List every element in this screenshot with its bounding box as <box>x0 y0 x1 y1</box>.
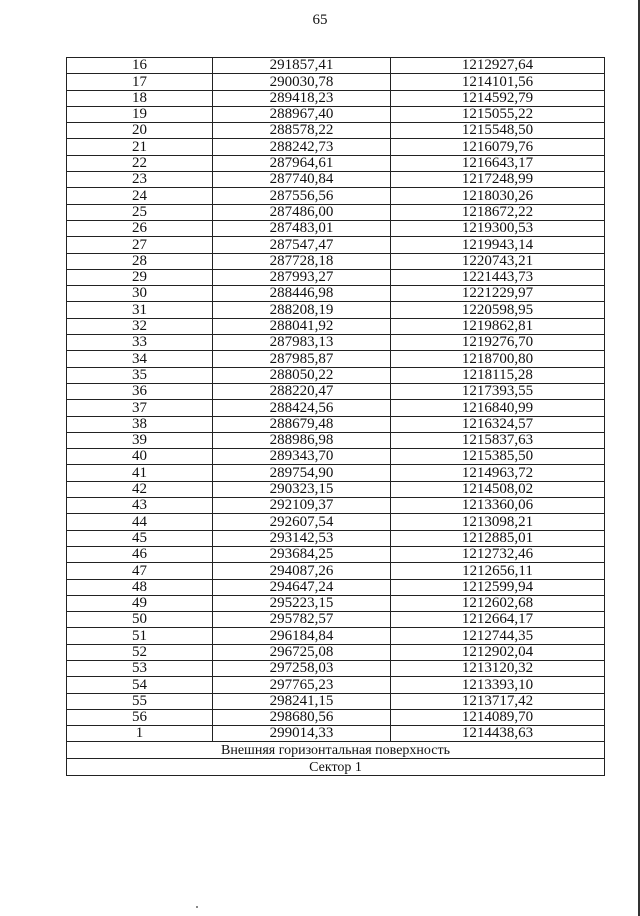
point-number-cell: 20 <box>67 123 213 139</box>
table-row <box>67 237 605 253</box>
table-row <box>67 318 605 334</box>
table-row <box>67 449 605 465</box>
point-number-cell: 19 <box>67 106 213 122</box>
table-row <box>67 498 605 514</box>
scan-speck <box>196 906 198 908</box>
y-coordinate-cell: 1213717,42 <box>391 693 605 709</box>
y-coordinate-cell: 1214438,63 <box>391 726 605 742</box>
table-row <box>67 628 605 644</box>
table-row <box>67 416 605 432</box>
point-number-cell: 28 <box>67 253 213 269</box>
table-row <box>67 139 605 155</box>
point-number-cell: 34 <box>67 351 213 367</box>
x-coordinate-cell: 287983,13 <box>213 335 391 351</box>
point-number-cell: 54 <box>67 677 213 693</box>
table-row <box>67 367 605 383</box>
x-coordinate-cell: 295223,15 <box>213 595 391 611</box>
x-coordinate-cell: 298680,56 <box>213 709 391 725</box>
table-row <box>67 595 605 611</box>
table-row <box>67 123 605 139</box>
coordinates-table <box>66 57 605 776</box>
point-number-cell: 26 <box>67 220 213 236</box>
point-number-cell: 33 <box>67 335 213 351</box>
y-coordinate-cell: 1215548,50 <box>391 123 605 139</box>
x-coordinate-cell: 292607,54 <box>213 514 391 530</box>
x-coordinate-cell: 287483,01 <box>213 220 391 236</box>
y-coordinate-cell: 1216840,99 <box>391 400 605 416</box>
table-row <box>67 90 605 106</box>
y-coordinate-cell: 1215055,22 <box>391 106 605 122</box>
table-row <box>67 204 605 220</box>
point-number-cell: 36 <box>67 383 213 399</box>
point-number-cell: 31 <box>67 302 213 318</box>
y-coordinate-cell: 1214508,02 <box>391 481 605 497</box>
table-row <box>67 644 605 660</box>
table-row <box>67 269 605 285</box>
x-coordinate-cell: 289418,23 <box>213 90 391 106</box>
y-coordinate-cell: 1220743,21 <box>391 253 605 269</box>
table-row <box>67 465 605 481</box>
point-number-cell: 21 <box>67 139 213 155</box>
x-coordinate-cell: 298241,15 <box>213 693 391 709</box>
x-coordinate-cell: 287486,00 <box>213 204 391 220</box>
y-coordinate-cell: 1212602,68 <box>391 595 605 611</box>
point-number-cell: 30 <box>67 286 213 302</box>
x-coordinate-cell: 287547,47 <box>213 237 391 253</box>
y-coordinate-cell: 1215385,50 <box>391 449 605 465</box>
table-row <box>67 253 605 269</box>
table-row <box>67 220 605 236</box>
table-row <box>67 58 605 74</box>
section-title-row <box>67 742 605 759</box>
x-coordinate-cell: 290323,15 <box>213 481 391 497</box>
y-coordinate-cell: 1214963,72 <box>391 465 605 481</box>
x-coordinate-cell: 288208,19 <box>213 302 391 318</box>
table-row <box>67 546 605 562</box>
point-number-cell: 22 <box>67 155 213 171</box>
point-number-cell: 32 <box>67 318 213 334</box>
x-coordinate-cell: 297258,03 <box>213 660 391 676</box>
x-coordinate-cell: 288986,98 <box>213 432 391 448</box>
table-row <box>67 172 605 188</box>
point-number-cell: 52 <box>67 644 213 660</box>
table-row <box>67 74 605 90</box>
section-title: Внешняя горизонтальная поверхность <box>67 742 605 759</box>
y-coordinate-cell: 1216324,57 <box>391 416 605 432</box>
x-coordinate-cell: 289343,70 <box>213 449 391 465</box>
table-row <box>67 155 605 171</box>
x-coordinate-cell: 296725,08 <box>213 644 391 660</box>
x-coordinate-cell: 293142,53 <box>213 530 391 546</box>
table-row <box>67 579 605 595</box>
y-coordinate-cell: 1218115,28 <box>391 367 605 383</box>
y-coordinate-cell: 1219300,53 <box>391 220 605 236</box>
table-row <box>67 106 605 122</box>
point-number-cell: 49 <box>67 595 213 611</box>
table-row <box>67 400 605 416</box>
y-coordinate-cell: 1213120,32 <box>391 660 605 676</box>
point-number-cell: 42 <box>67 481 213 497</box>
x-coordinate-cell: 289754,90 <box>213 465 391 481</box>
y-coordinate-cell: 1212664,17 <box>391 612 605 628</box>
x-coordinate-cell: 296184,84 <box>213 628 391 644</box>
table-row <box>67 612 605 628</box>
table-row <box>67 481 605 497</box>
point-number-cell: 24 <box>67 188 213 204</box>
point-number-cell: 41 <box>67 465 213 481</box>
y-coordinate-cell: 1221443,73 <box>391 269 605 285</box>
point-number-cell: 51 <box>67 628 213 644</box>
x-coordinate-cell: 288578,22 <box>213 123 391 139</box>
x-coordinate-cell: 288220,47 <box>213 383 391 399</box>
page-number: 65 <box>312 12 328 28</box>
point-number-cell: 18 <box>67 90 213 106</box>
y-coordinate-cell: 1218700,80 <box>391 351 605 367</box>
point-number-cell: 39 <box>67 432 213 448</box>
point-number-cell: 38 <box>67 416 213 432</box>
point-number-cell: 56 <box>67 709 213 725</box>
table-row <box>67 563 605 579</box>
y-coordinate-cell: 1216643,17 <box>391 155 605 171</box>
coordinates-table-footer <box>67 742 605 776</box>
x-coordinate-cell: 297765,23 <box>213 677 391 693</box>
point-number-cell: 17 <box>67 74 213 90</box>
table-row <box>67 286 605 302</box>
x-coordinate-cell: 287985,87 <box>213 351 391 367</box>
point-number-cell: 37 <box>67 400 213 416</box>
y-coordinate-cell: 1214592,79 <box>391 90 605 106</box>
y-coordinate-cell: 1220598,95 <box>391 302 605 318</box>
y-coordinate-cell: 1218030,26 <box>391 188 605 204</box>
y-coordinate-cell: 1214101,56 <box>391 74 605 90</box>
table-row <box>67 432 605 448</box>
x-coordinate-cell: 288967,40 <box>213 106 391 122</box>
table-row <box>67 188 605 204</box>
y-coordinate-cell: 1212927,64 <box>391 58 605 74</box>
x-coordinate-cell: 288446,98 <box>213 286 391 302</box>
y-coordinate-cell: 1212656,11 <box>391 563 605 579</box>
y-coordinate-cell: 1213098,21 <box>391 514 605 530</box>
y-coordinate-cell: 1218672,22 <box>391 204 605 220</box>
point-number-cell: 1 <box>67 726 213 742</box>
y-coordinate-cell: 1217248,99 <box>391 172 605 188</box>
y-coordinate-cell: 1212885,01 <box>391 530 605 546</box>
point-number-cell: 44 <box>67 514 213 530</box>
y-coordinate-cell: 1214089,70 <box>391 709 605 725</box>
table-row <box>67 693 605 709</box>
table-row <box>67 709 605 725</box>
subsection-title-row <box>67 759 605 776</box>
coordinates-table-body <box>67 58 605 742</box>
subsection-title: Сектор 1 <box>67 759 605 776</box>
table-row <box>67 351 605 367</box>
x-coordinate-cell: 287964,61 <box>213 155 391 171</box>
x-coordinate-cell: 292109,37 <box>213 498 391 514</box>
y-coordinate-cell: 1217393,55 <box>391 383 605 399</box>
point-number-cell: 50 <box>67 612 213 628</box>
point-number-cell: 23 <box>67 172 213 188</box>
table-row <box>67 383 605 399</box>
y-coordinate-cell: 1221229,97 <box>391 286 605 302</box>
point-number-cell: 55 <box>67 693 213 709</box>
x-coordinate-cell: 287993,27 <box>213 269 391 285</box>
y-coordinate-cell: 1212902,04 <box>391 644 605 660</box>
table-row <box>67 335 605 351</box>
x-coordinate-cell: 288679,48 <box>213 416 391 432</box>
x-coordinate-cell: 287556,56 <box>213 188 391 204</box>
y-coordinate-cell: 1219943,14 <box>391 237 605 253</box>
x-coordinate-cell: 290030,78 <box>213 74 391 90</box>
point-number-cell: 46 <box>67 546 213 562</box>
x-coordinate-cell: 294647,24 <box>213 579 391 595</box>
point-number-cell: 45 <box>67 530 213 546</box>
y-coordinate-cell: 1213360,06 <box>391 498 605 514</box>
x-coordinate-cell: 288424,56 <box>213 400 391 416</box>
table-row <box>67 514 605 530</box>
point-number-cell: 25 <box>67 204 213 220</box>
point-number-cell: 47 <box>67 563 213 579</box>
table-row <box>67 660 605 676</box>
x-coordinate-cell: 299014,33 <box>213 726 391 742</box>
point-number-cell: 29 <box>67 269 213 285</box>
point-number-cell: 16 <box>67 58 213 74</box>
point-number-cell: 40 <box>67 449 213 465</box>
x-coordinate-cell: 287728,18 <box>213 253 391 269</box>
point-number-cell: 53 <box>67 660 213 676</box>
y-coordinate-cell: 1215837,63 <box>391 432 605 448</box>
table-row <box>67 302 605 318</box>
y-coordinate-cell: 1216079,76 <box>391 139 605 155</box>
y-coordinate-cell: 1219862,81 <box>391 318 605 334</box>
x-coordinate-cell: 288242,73 <box>213 139 391 155</box>
y-coordinate-cell: 1219276,70 <box>391 335 605 351</box>
point-number-cell: 35 <box>67 367 213 383</box>
table-row <box>67 530 605 546</box>
y-coordinate-cell: 1212732,46 <box>391 546 605 562</box>
x-coordinate-cell: 288041,92 <box>213 318 391 334</box>
x-coordinate-cell: 294087,26 <box>213 563 391 579</box>
y-coordinate-cell: 1212744,35 <box>391 628 605 644</box>
x-coordinate-cell: 288050,22 <box>213 367 391 383</box>
table-row <box>67 726 605 742</box>
point-number-cell: 48 <box>67 579 213 595</box>
x-coordinate-cell: 291857,41 <box>213 58 391 74</box>
x-coordinate-cell: 287740,84 <box>213 172 391 188</box>
y-coordinate-cell: 1212599,94 <box>391 579 605 595</box>
table-row <box>67 677 605 693</box>
x-coordinate-cell: 293684,25 <box>213 546 391 562</box>
point-number-cell: 43 <box>67 498 213 514</box>
point-number-cell: 27 <box>67 237 213 253</box>
x-coordinate-cell: 295782,57 <box>213 612 391 628</box>
y-coordinate-cell: 1213393,10 <box>391 677 605 693</box>
